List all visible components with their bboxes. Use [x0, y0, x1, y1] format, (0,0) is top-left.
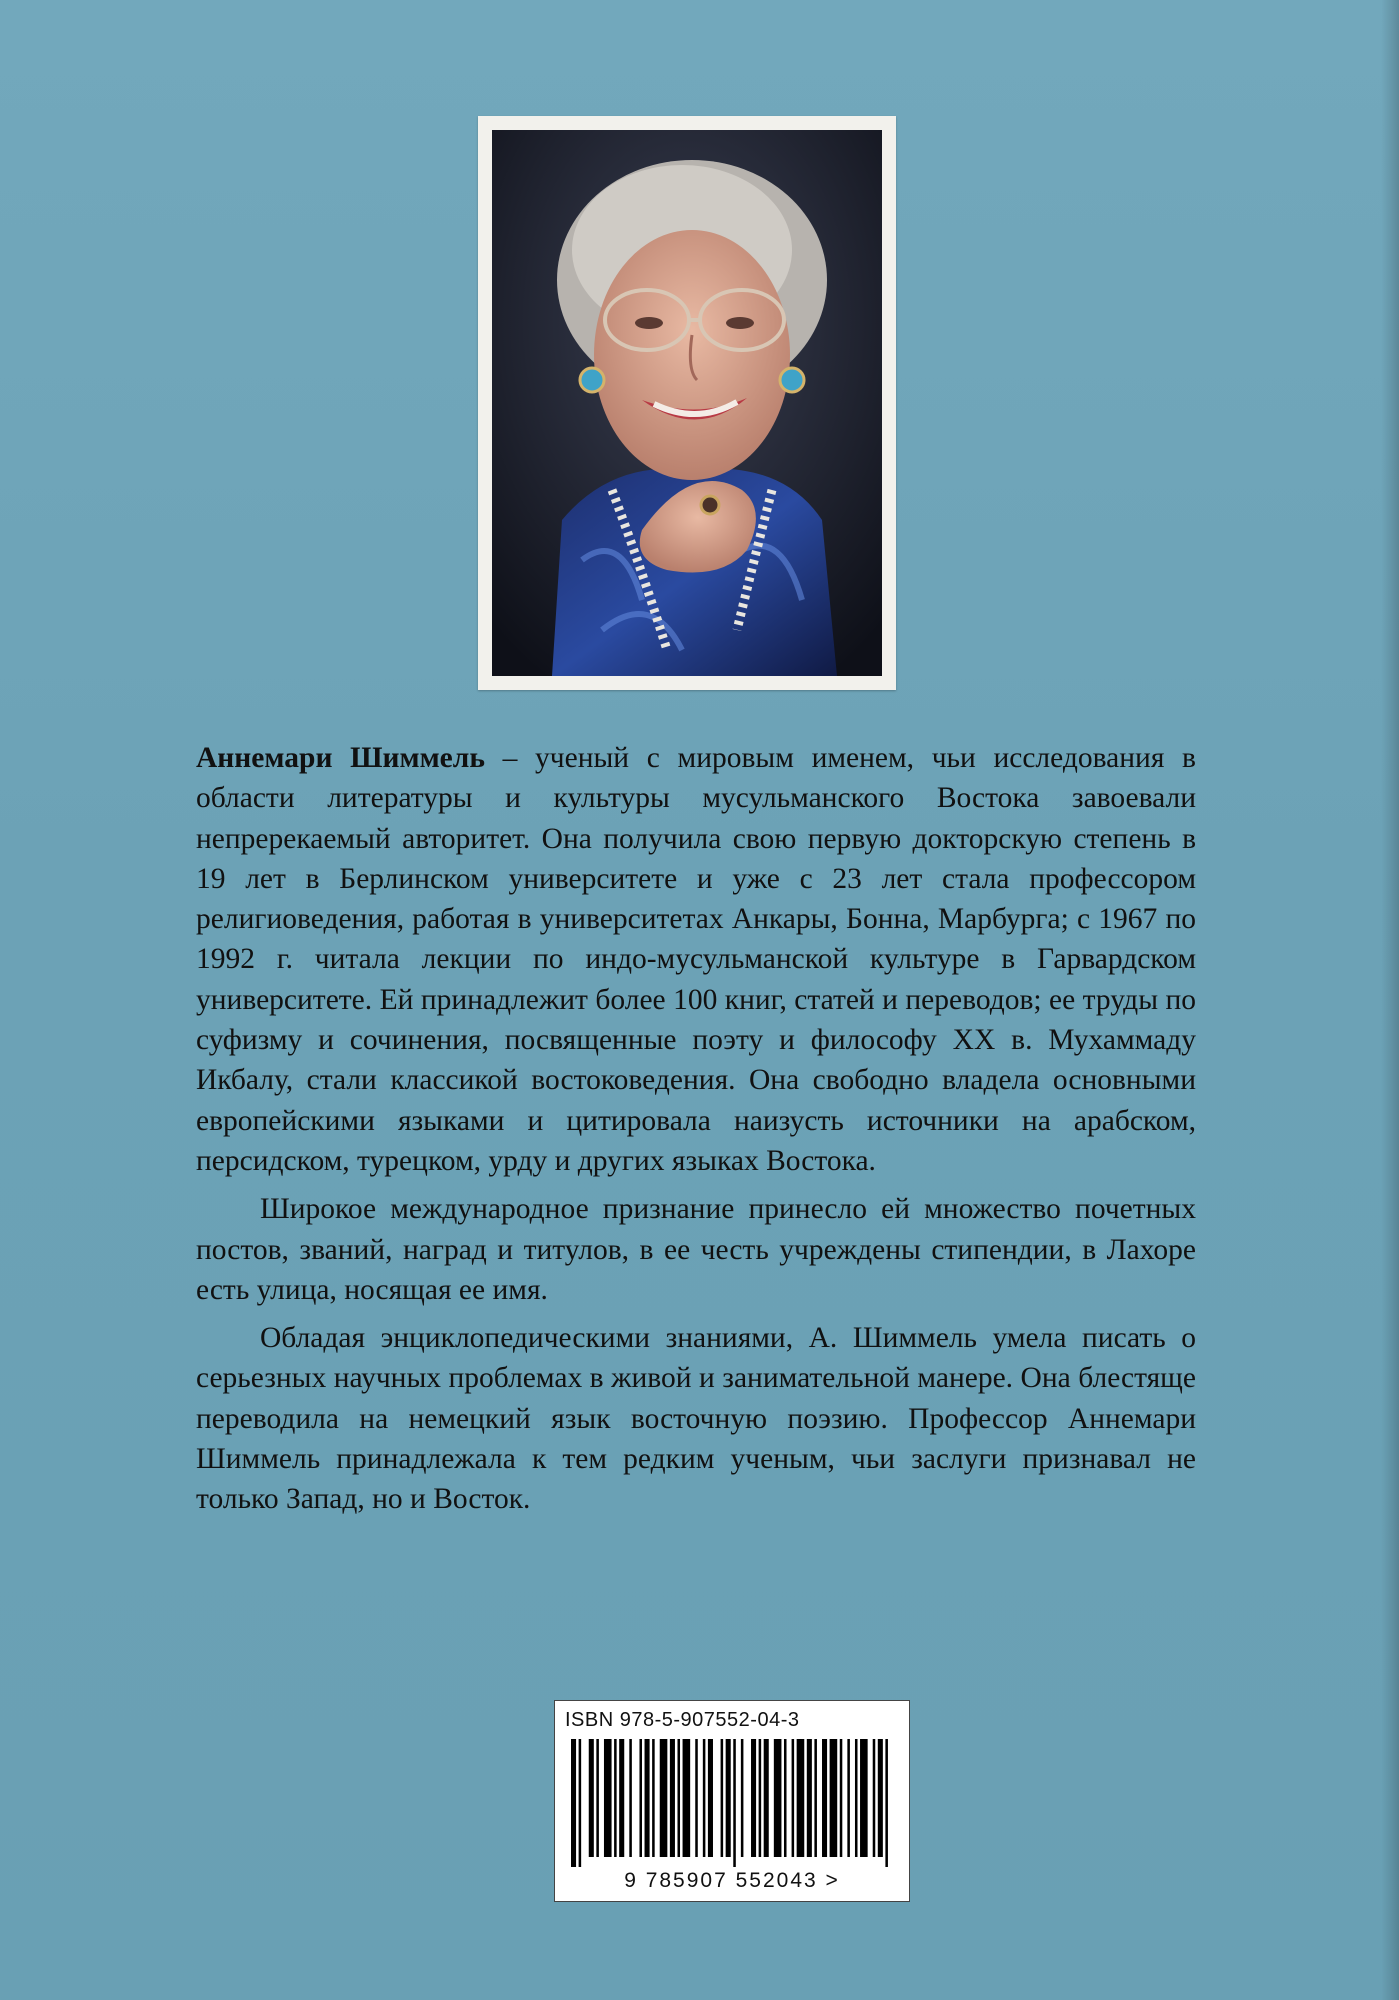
barcode-bar — [589, 1739, 594, 1857]
author-photo — [492, 130, 882, 676]
barcode-bar — [784, 1739, 787, 1857]
author-name: Аннемари Шиммель — [196, 742, 485, 774]
barcode-bar — [619, 1739, 624, 1857]
barcode-bar — [840, 1739, 843, 1857]
barcode-bar — [677, 1739, 680, 1857]
barcode-bar — [703, 1739, 706, 1857]
barcode-bar — [645, 1739, 650, 1857]
barcode-bar — [670, 1739, 675, 1857]
barcode-bar — [797, 1739, 805, 1857]
barcode-bar — [885, 1739, 888, 1867]
barcode-bar — [764, 1739, 769, 1857]
barcode-bar — [571, 1739, 576, 1867]
barcode-bar — [878, 1739, 883, 1857]
barcode-bar — [873, 1739, 876, 1857]
barcode-bar — [759, 1739, 762, 1857]
barcode-bar — [652, 1739, 655, 1857]
barcode-bar — [822, 1739, 827, 1857]
barcode-bar — [660, 1739, 668, 1857]
barcode-bar — [726, 1739, 731, 1857]
description-paragraph-1 — [196, 738, 1196, 1181]
barcode-bar — [860, 1739, 868, 1857]
barcode-bar — [830, 1739, 838, 1857]
paragraph-1-text: – ученый с мировым именем, чьи исследования в области литературы и культуры мусульманского Востока завоевали непререкаемый авторитет. Она получила свою первую докторскую степень в 19 лет в Берлинском университете и уже с 23 лет стала профессором религиоведения, работая в университетах Анкары, Бонна, Марбурга; с 1967 по 1992 г. читала лекции по индо-мусульманской культуре в Гарвардском университете. Ей принадлежит более 100 книг, статей и переводов; ее труды по суфизму и сочинения, посвященные поэту и философу XX в. Мухаммаду Икбалу, стали классикой востоковедения. Она свободно владела основными европейскими языками и цитировала наизусть источники на арабском, персидском, турецком, урду и других языках Востока. — [196, 742, 1196, 1177]
barcode-bars — [571, 1739, 893, 1867]
barcode-bar — [695, 1739, 698, 1857]
barcode-bar — [847, 1739, 850, 1857]
description-paragraph-3: Обладая энциклопедическими знаниями, А. Шиммель умела писать о серьезных научных проблемах в живой и занимательной манере. Она блестяще переводила на немецкий язык восточную поэзию. Профессор Аннемари Шиммель принадлежала к тем редким ученым, чьи заслуги признавал не только Запад, но и Восток. — [196, 1322, 1196, 1516]
barcode-bar — [792, 1739, 795, 1857]
barcode-bar — [774, 1739, 782, 1857]
barcode-digits: 9 785907 552043 > — [624, 1869, 840, 1892]
isbn-label: ISBN 978-5-907552-04-3 — [565, 1709, 800, 1731]
author-portrait-illustration — [492, 130, 882, 676]
barcode-bar — [708, 1739, 713, 1857]
barcode-bar — [579, 1739, 582, 1867]
description-paragraph-2: Широкое международное признание принесло ей множество почетных постов, званий, наград и титулов, в ее честь учреждены стипендии, в Лахоре есть улица, носящая ее имя. — [196, 1193, 1196, 1306]
barcode-bar — [733, 1739, 736, 1867]
author-photo-frame — [478, 116, 896, 690]
barcode-bar — [614, 1739, 617, 1857]
author-description — [196, 738, 1196, 1528]
barcode-bar — [683, 1739, 691, 1857]
isbn-barcode — [554, 1700, 910, 1902]
barcode-bar — [807, 1739, 812, 1857]
barcode-bar — [751, 1739, 756, 1857]
barcode-bar — [721, 1739, 724, 1857]
barcode-bar — [604, 1739, 612, 1857]
barcode-bar — [639, 1739, 642, 1857]
barcode-bar — [629, 1739, 632, 1857]
barcode-bar — [596, 1739, 599, 1857]
barcode-bar — [741, 1739, 744, 1857]
cover-edge-shadow — [1381, 0, 1399, 2000]
barcode-bar — [855, 1739, 858, 1857]
barcode-bar — [814, 1739, 817, 1857]
